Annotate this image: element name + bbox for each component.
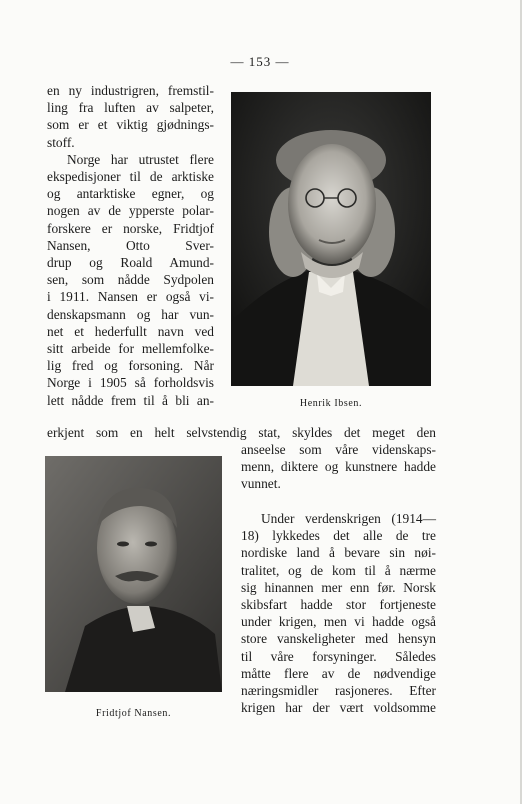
text-line: 18) lykkedes det alle de tre [241, 528, 436, 544]
ibsen-caption: Henrik Ibsen. [299, 398, 363, 409]
text-line: og antarktiske egner, og [47, 186, 214, 202]
text-line: næringsmidler rasjoneres. Efter [241, 683, 436, 699]
text-line: måtte flere av de nødvendige [241, 665, 436, 681]
full-width-line: erkjent som en helt selvstendig stat, skyldes det meget den [47, 425, 436, 440]
text-line: stoff. [47, 134, 75, 150]
text-line: sig hinannen mer enn før. Norsk [241, 579, 436, 595]
text-line: lett nådde frem til å bli an- [47, 392, 214, 408]
text-line: ekspedisjoner til de arktiske [47, 169, 214, 185]
text-line: drup og Roald Amund- [47, 255, 214, 271]
text-line: forskere er norske, Fridtjof [47, 220, 214, 236]
text-line: en ny industrigren, fremstil- [47, 83, 214, 98]
fridtjof-nansen-photo [45, 456, 222, 692]
text-line: denskapsmann og har vun- [47, 306, 214, 322]
text-line: net et hederfullt navn ved [47, 323, 214, 339]
text-line: skibsfart hadde stor fortjeneste [241, 597, 436, 613]
text-line: til våre forsyninger. Således [241, 648, 436, 664]
text-line: Under verdenskrigen (1914— [261, 511, 436, 526]
text-line: nogen av de ypperste polar- [47, 203, 214, 219]
text-line: Norge i 1905 så forholdsvis [47, 375, 214, 391]
text-line: lig fred og forsoning. Når [47, 358, 214, 374]
text-line: under krigen, men vi hadde også [241, 614, 436, 630]
text-line: som er et viktig gjødnings- [47, 117, 214, 133]
text-line: anseelse som våre videnskaps- [241, 442, 436, 457]
text-line: ling fra luften av salpeter, [47, 100, 214, 116]
text-line: krigen har der vært voldsomme [241, 700, 436, 716]
henrik-ibsen-photo [231, 92, 431, 386]
text-line: Norge har utrustet flere [67, 151, 214, 167]
text-line: nordiske land å bevare sin nøi- [241, 545, 436, 561]
text-line: tralitet, og de kom til å nærme [241, 562, 436, 578]
text-line: menn, diktere og kunstnere hadde [241, 459, 436, 475]
text-line: vunnet. [241, 476, 281, 492]
text-line: i 1911. Nansen er også vi- [47, 289, 214, 305]
page-number: — 153 — [230, 54, 290, 69]
left-column-text [47, 82, 214, 409]
text-line: sitt arbeide for mellemfolke- [47, 341, 214, 357]
nansen-caption: Fridtjof Nansen. [95, 708, 172, 719]
text-line: Nansen, Otto Sver- [47, 237, 214, 253]
right-column-text-b [241, 510, 436, 716]
text-line: sen, som nådde Sydpolen [47, 272, 214, 288]
text-line: store vanskeligheter med hensyn [241, 631, 436, 647]
right-column-text-a [241, 441, 436, 493]
